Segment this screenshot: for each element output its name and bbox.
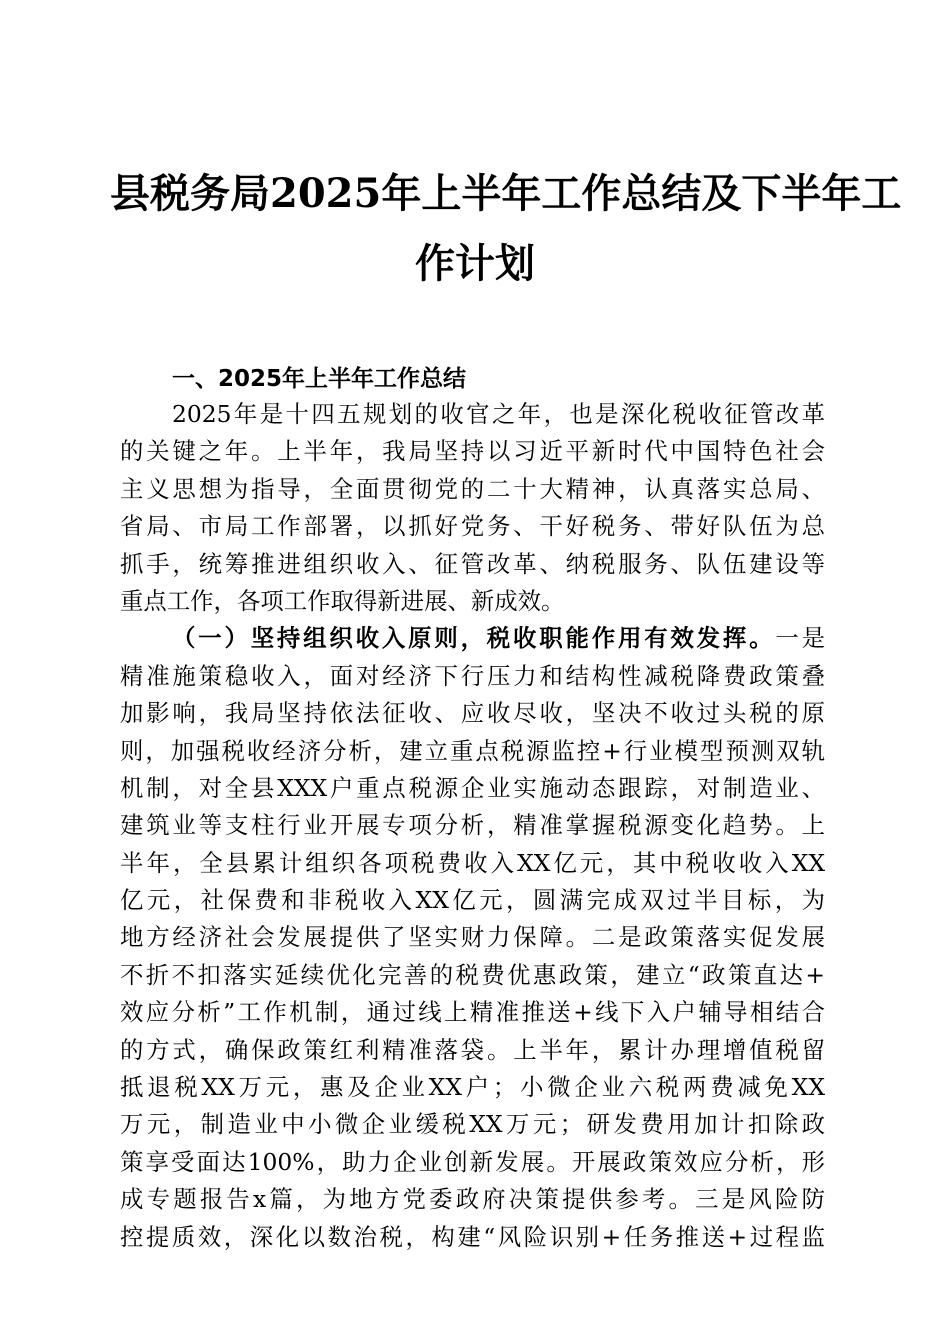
body-line-text: 的方式，确保政策红利精准落袋。上半年，累计办理增值税留 (120, 1035, 825, 1064)
body-line-text: 成专题报告x篇，为地方党委政府决策提供参考。三是风险防 (120, 1185, 825, 1214)
body-line-text: 抓手，统筹推进组织收入、征管改革、纳税服务、队伍建设等 (120, 549, 825, 578)
body-line (120, 396, 825, 433)
subsection-heading: （一）坚持组织收入原则，税收职能作用有效发挥。 (172, 624, 776, 653)
body-line-text: 控提质效，深化以数治税，构建“风险识别+任务推送+过程监 (120, 1222, 825, 1251)
body-line-text: 抵退税XX万元，惠及企业XX户；小微企业六税两费减免XX (120, 1073, 825, 1102)
body-line (120, 1181, 825, 1218)
body-line (120, 508, 825, 545)
body-line (120, 1144, 825, 1181)
body-line (120, 994, 825, 1031)
body-line-text: 不折不扣落实延续优化完善的税费优惠政策，建立“政策直达+ (120, 960, 825, 989)
body-line-text: 省局、市局工作部署，以抓好党务、干好税务、带好队伍为总 (120, 512, 825, 541)
body-line-text: 加影响，我局坚持依法征收、应收尽收，坚决不收过头税的原 (120, 699, 825, 728)
body-line-text: 重点工作，各项工作取得新进展、新成效。 (120, 586, 565, 615)
body-line-text: 机制，对全县XXX户重点税源企业实施动态跟踪，对制造业、 (120, 773, 825, 802)
body-line (120, 1219, 825, 1256)
body-line-text: 精准施策稳收入，面对经济下行压力和结构性减税降费政策叠 (120, 661, 825, 690)
body-line-text: 建筑业等支柱行业开展专项分析，精准掌握税源变化趋势。上 (120, 811, 825, 840)
body-line-text: 则，加强税收经济分析，建立重点税源监控+行业模型预测双轨 (120, 736, 825, 765)
body-line (120, 1106, 825, 1143)
body-line-text: 半年，全县累计组织各项税费收入XX亿元，其中税收收入XX (120, 848, 825, 877)
section-heading: 一、2025年上半年工作总结 (172, 366, 467, 392)
document-title-line-2: 作计划 (415, 240, 535, 287)
body-line (120, 1032, 825, 1069)
body-line (120, 919, 825, 956)
body-line (120, 583, 825, 620)
body-line (120, 658, 825, 695)
body-line-text: 效应分析”工作机制，通过线上精准推送+线下入户辅导相结合 (120, 998, 825, 1027)
body-line (120, 620, 825, 657)
body-line (120, 957, 825, 994)
body-text (120, 396, 825, 1256)
body-line-text: 主义思想为指导，全面贯彻党的二十大精神，认真落实总局、 (120, 474, 825, 503)
body-line (120, 546, 825, 583)
body-line-text: 地方经济社会发展提供了坚实财力保障。二是政策落实促发展 (120, 923, 825, 952)
body-line (120, 695, 825, 732)
body-line-text: 亿元，社保费和非税收入XX亿元，圆满完成双过半目标，为 (120, 886, 825, 915)
body-line (120, 433, 825, 470)
body-line-text: 策享受面达100%，助力企业创新发展。开展政策效应分析，形 (120, 1147, 825, 1176)
body-line (120, 770, 825, 807)
body-line (120, 882, 825, 919)
body-line-text: 的关键之年。上半年，我局坚持以习近平新时代中国特色社会 (120, 437, 825, 466)
body-line (120, 845, 825, 882)
body-line-text: 2025年是十四五规划的收官之年，也是深化税收征管改革 (172, 400, 825, 428)
body-line-text: 一是 (775, 624, 825, 653)
body-line (120, 733, 825, 770)
body-line (120, 471, 825, 508)
document-title-line-1: 县税务局2025年上半年工作总结及下半年工 (110, 170, 902, 217)
body-line (120, 807, 825, 844)
body-line (120, 1069, 825, 1106)
body-line-text: 万元，制造业中小微企业缓税XX万元；研发费用加计扣除政 (120, 1110, 825, 1139)
